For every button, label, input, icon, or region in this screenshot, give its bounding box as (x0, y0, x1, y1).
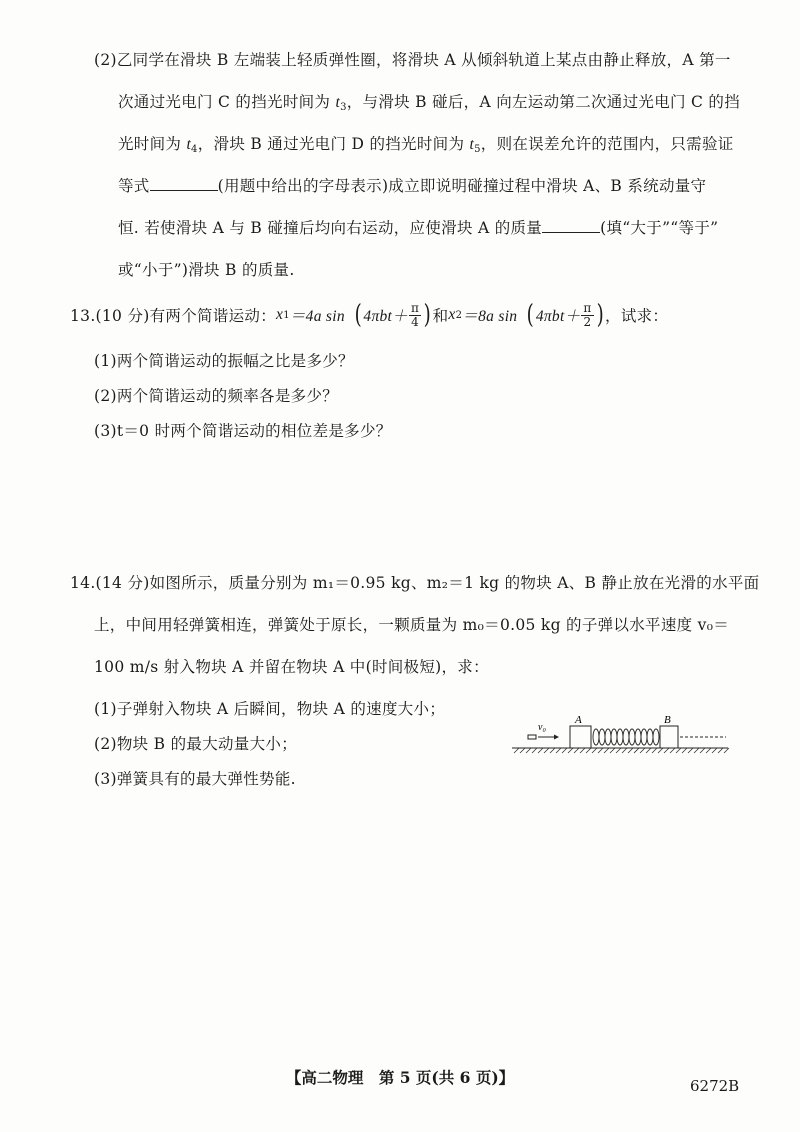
t3-symbol: t (335, 94, 341, 111)
block-b (660, 726, 678, 748)
q12-p2-line2-b: ，与滑块 B 碰后，A 向左运动第二次通过光电门 C 的挡 (346, 93, 741, 111)
t4-subscript: 4 (191, 144, 198, 155)
q13-stem (70, 299, 668, 331)
paper-code: 6272B (690, 1077, 740, 1095)
page-footer: 【高二物理 第 5 页(共 6 页)】 (285, 1068, 515, 1087)
x1-argument: 4πbt＋ (363, 308, 408, 325)
block-a (570, 726, 591, 748)
q14-line2: 上，中间用轻弹簧相连，弹簧处于原长，一颗质量为 m₀＝0.05 kg 的子弹以水平速度 v₀＝ (94, 616, 730, 634)
q14-part1: (1)子弹射入物块 A 后瞬间，物块 A 的速度大小； (94, 700, 446, 718)
ground-hatching (514, 748, 729, 753)
right-paren-2: ) (596, 300, 604, 330)
fraction-2-denominator: 2 (583, 314, 592, 329)
fraction-1-numerator: π (410, 300, 420, 315)
block-b-label: B (664, 714, 671, 726)
left-paren-1: ( (354, 300, 362, 330)
fraction-1-denominator: 4 (411, 314, 420, 329)
spring (593, 729, 659, 745)
fraction-pi-over-2 (581, 302, 593, 329)
q12-p2-line3-c: ，则在误差允许的范围内，只需验证 (480, 135, 734, 153)
x2-subscript: 2 (455, 309, 463, 321)
v0-label: v₀ (538, 722, 546, 733)
q12-p2-line4-a: 等式 (118, 177, 150, 195)
q13-and: 和 (432, 307, 449, 325)
x2-equation: ＝8a sin (462, 308, 518, 325)
q14-line1: 14.(14 分)如图所示，质量分别为 m₁＝0.95 kg、m₂＝1 kg 的物块 A、B 静止放在光滑的水平面 (70, 574, 760, 592)
velocity-arrowhead (554, 735, 559, 740)
answer-blank-2[interactable] (542, 218, 600, 233)
x2-symbol: x (448, 306, 456, 323)
right-paren-1: ) (423, 300, 432, 330)
x1-symbol: x (276, 306, 284, 323)
q12-p2-line4 (118, 174, 706, 196)
spring-block-figure (510, 712, 732, 764)
q12-p2-line4-b: (用题中给出的字母表示)成立即说明碰撞过程中滑块 A、B 系统动量守 (217, 177, 707, 195)
answer-blank-1[interactable] (150, 176, 218, 191)
bullet (528, 735, 536, 739)
q12-p2-line5 (118, 216, 718, 238)
t5-subscript: 5 (474, 144, 481, 155)
x1-equation: ＝4a sin (289, 308, 345, 325)
block-a-label: A (575, 714, 582, 726)
q12-p2-line2-a: 次通过光电门 C 的挡光时间为 (118, 93, 336, 111)
q12-p2-line6: 或“小于”)滑块 B 的质量. (118, 261, 295, 279)
left-paren-2: ( (526, 300, 535, 330)
q13-tail: ，试求： (605, 307, 669, 325)
q12-p2-line3-a: 光时间为 (118, 135, 187, 153)
q13-head: 13.(10 分)有两个简谐运动： (70, 307, 276, 325)
q13-part3: (3)t＝0 时两个简谐运动的相位差是多少？ (94, 422, 392, 440)
fraction-pi-over-4 (409, 302, 421, 329)
t3-subscript: 3 (340, 102, 347, 113)
fraction-2-numerator: π (583, 300, 592, 315)
q14-line3: 100 m/s 射入物块 A 并留在物块 A 中(时间极短)，求： (94, 658, 489, 676)
q12-p2-line3 (118, 132, 734, 155)
t5-symbol: t (469, 136, 475, 153)
q13-part1: (1)两个简谐运动的振幅之比是多少？ (94, 352, 354, 370)
q13-part2: (2)两个简谐运动的频率各是多少？ (94, 387, 339, 405)
q12-p2-line3-b: ，滑块 B 通过光电门 D 的挡光时间为 (197, 135, 470, 153)
t4-symbol: t (186, 136, 192, 153)
q14-part2: (2)物块 B 的最大动量大小； (94, 735, 298, 753)
q14-part3: (3)弹簧具有的最大弹性势能. (94, 770, 296, 788)
q12-p2-line5-b: (填“大于”“等于” (600, 219, 719, 237)
q12-p2-line1: (2)乙同学在滑块 B 左端装上轻质弹性圈，将滑块 A 从倾斜轨道上某点由静止释放，A 第一 (94, 51, 731, 69)
q12-p2-line2 (118, 90, 740, 113)
x1-subscript: 1 (283, 309, 290, 321)
q12-p2-line5-a: 恒. 若使滑块 A 与 B 碰撞后均向右运动，应使滑块 A 的质量 (118, 219, 543, 237)
x2-argument: 4πbt＋ (535, 308, 581, 325)
